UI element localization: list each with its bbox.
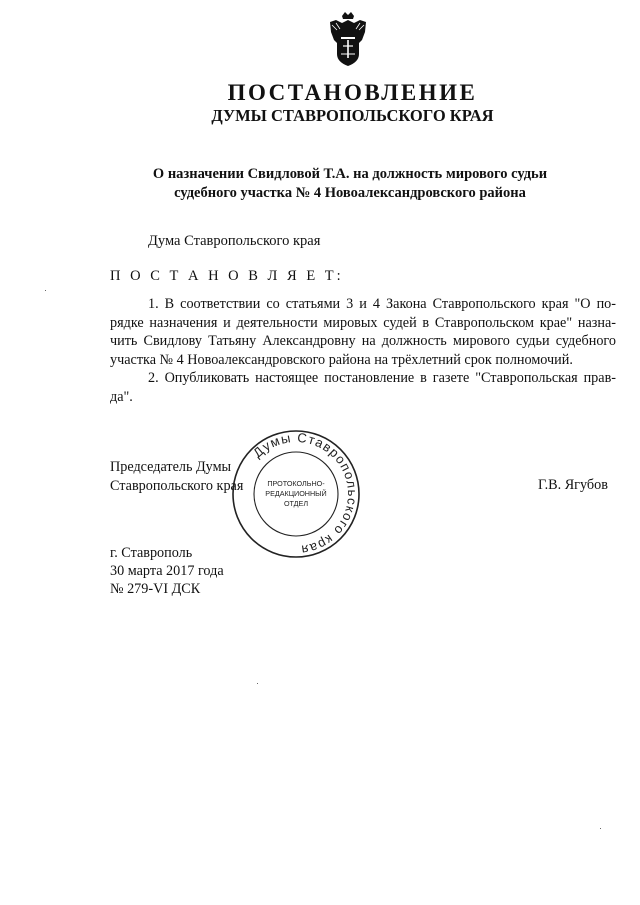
document-number: № 279-VI ДСК: [110, 581, 201, 597]
body-line: чить Свидлову Татьяну Александровну на должность мирового судьи судебного: [110, 333, 616, 349]
stamp-ring-text: Думы Ставропольского края: [250, 429, 361, 558]
heading-line: О назначении Свидловой Т.А. на должность мирового судьи: [152, 166, 548, 182]
body-line: рядке назначения и деятельности мировых судей в Ставропольском крае" назна-: [110, 314, 616, 331]
preamble: Дума Ставропольского края: [148, 233, 321, 249]
body-line: 1. В соответствии со статьями 3 и 4 Закона Ставропольского края "О по-: [148, 296, 616, 312]
place: г. Ставрополь: [110, 545, 193, 561]
resolution-body: [110, 295, 616, 406]
stamp-center-line: РЕДАКЦИОННЫЙ: [265, 489, 327, 498]
body-line: 2. Опубликовать настоящее постановление в газете "Ставропольская прав-: [148, 370, 616, 386]
signatory-position: [110, 458, 243, 495]
body-line: да".: [110, 388, 133, 405]
stamp-center-line: ОТДЕЛ: [283, 499, 309, 508]
resolution-heading: [0, 165, 640, 203]
date: 30 марта 2017 года: [110, 563, 224, 579]
document-subtitle: ДУМЫ СТАВРОПОЛЬСКОГО КРАЯ: [211, 106, 494, 125]
heading-line: судебного участка № 4 Новоалександровского района: [174, 185, 526, 201]
official-stamp: [230, 428, 362, 560]
document-title: ПОСТАНОВЛЕНИЕ: [227, 80, 478, 105]
position-line: Ставропольского края: [110, 477, 244, 494]
place-date-number: [110, 544, 224, 598]
stamp-center-line: ПРОТОКОЛЬНО-: [267, 479, 325, 488]
coat-of-arms-icon: [328, 10, 368, 68]
body-line: участка № 4 Новоалександровского района на трёхлетний срок полномочий.: [110, 351, 573, 368]
signatory-name: Г.В. Ягубов: [538, 477, 608, 493]
position-line: Председатель Думы: [110, 459, 232, 475]
decree-word: П О С Т А Н О В Л Я Е Т:: [110, 268, 344, 284]
